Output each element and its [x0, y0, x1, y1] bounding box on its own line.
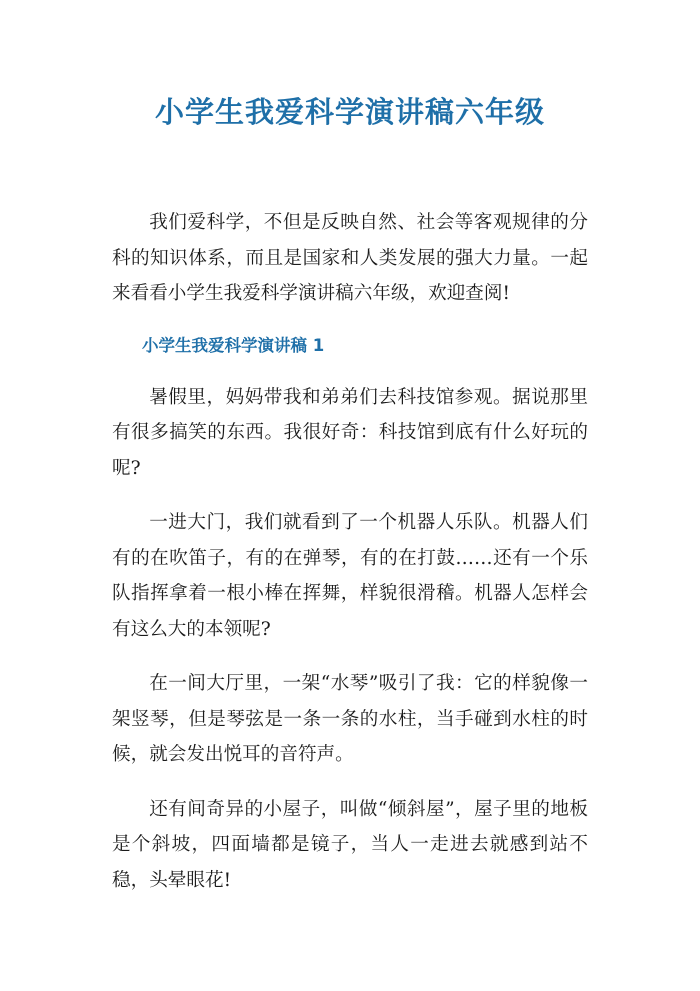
paragraph-4: 还有间奇异的小屋子，叫做“倾斜屋”，屋子里的地板是个斜坡，四面墙都是镜子，当人一走进去就感到站不稳，头晕眼花!: [112, 798, 588, 891]
document-body: [112, 205, 588, 898]
paragraph-2: 一进大门，我们就看到了一个机器人乐队。机器人们有的在吹笛子，有的在弹琴，有的在打鼓……还有一个乐队指挥拿着一根小棒在挥舞，样貌很滑稽。机器人怎样会有这么大的本领呢?: [112, 512, 588, 640]
paragraph-1: 暑假里，妈妈带我和弟弟们去科技馆参观。据说那里有很多搞笑的东西。我很好奇：科技馆到底有什么好玩的呢?: [112, 386, 588, 479]
intro-paragraph: 我们爱科学，不但是反映自然、社会等客观规律的分科的知识体系，而且是国家和人类发展的强大力量。一起来看看小学生我爱科学演讲稿六年级，欢迎查阅!: [112, 212, 588, 304]
document-title: 小学生我爱科学演讲稿六年级: [154, 95, 545, 129]
section-heading: 小学生我爱科学演讲稿 1: [142, 335, 325, 355]
paragraph-3: 在一间大厅里，一架“水琴”吸引了我：它的样貌像一架竖琴，但是琴弦是一条一条的水柱，当手碰到水柱的时候，就会发出悦耳的音符声。: [112, 673, 588, 765]
